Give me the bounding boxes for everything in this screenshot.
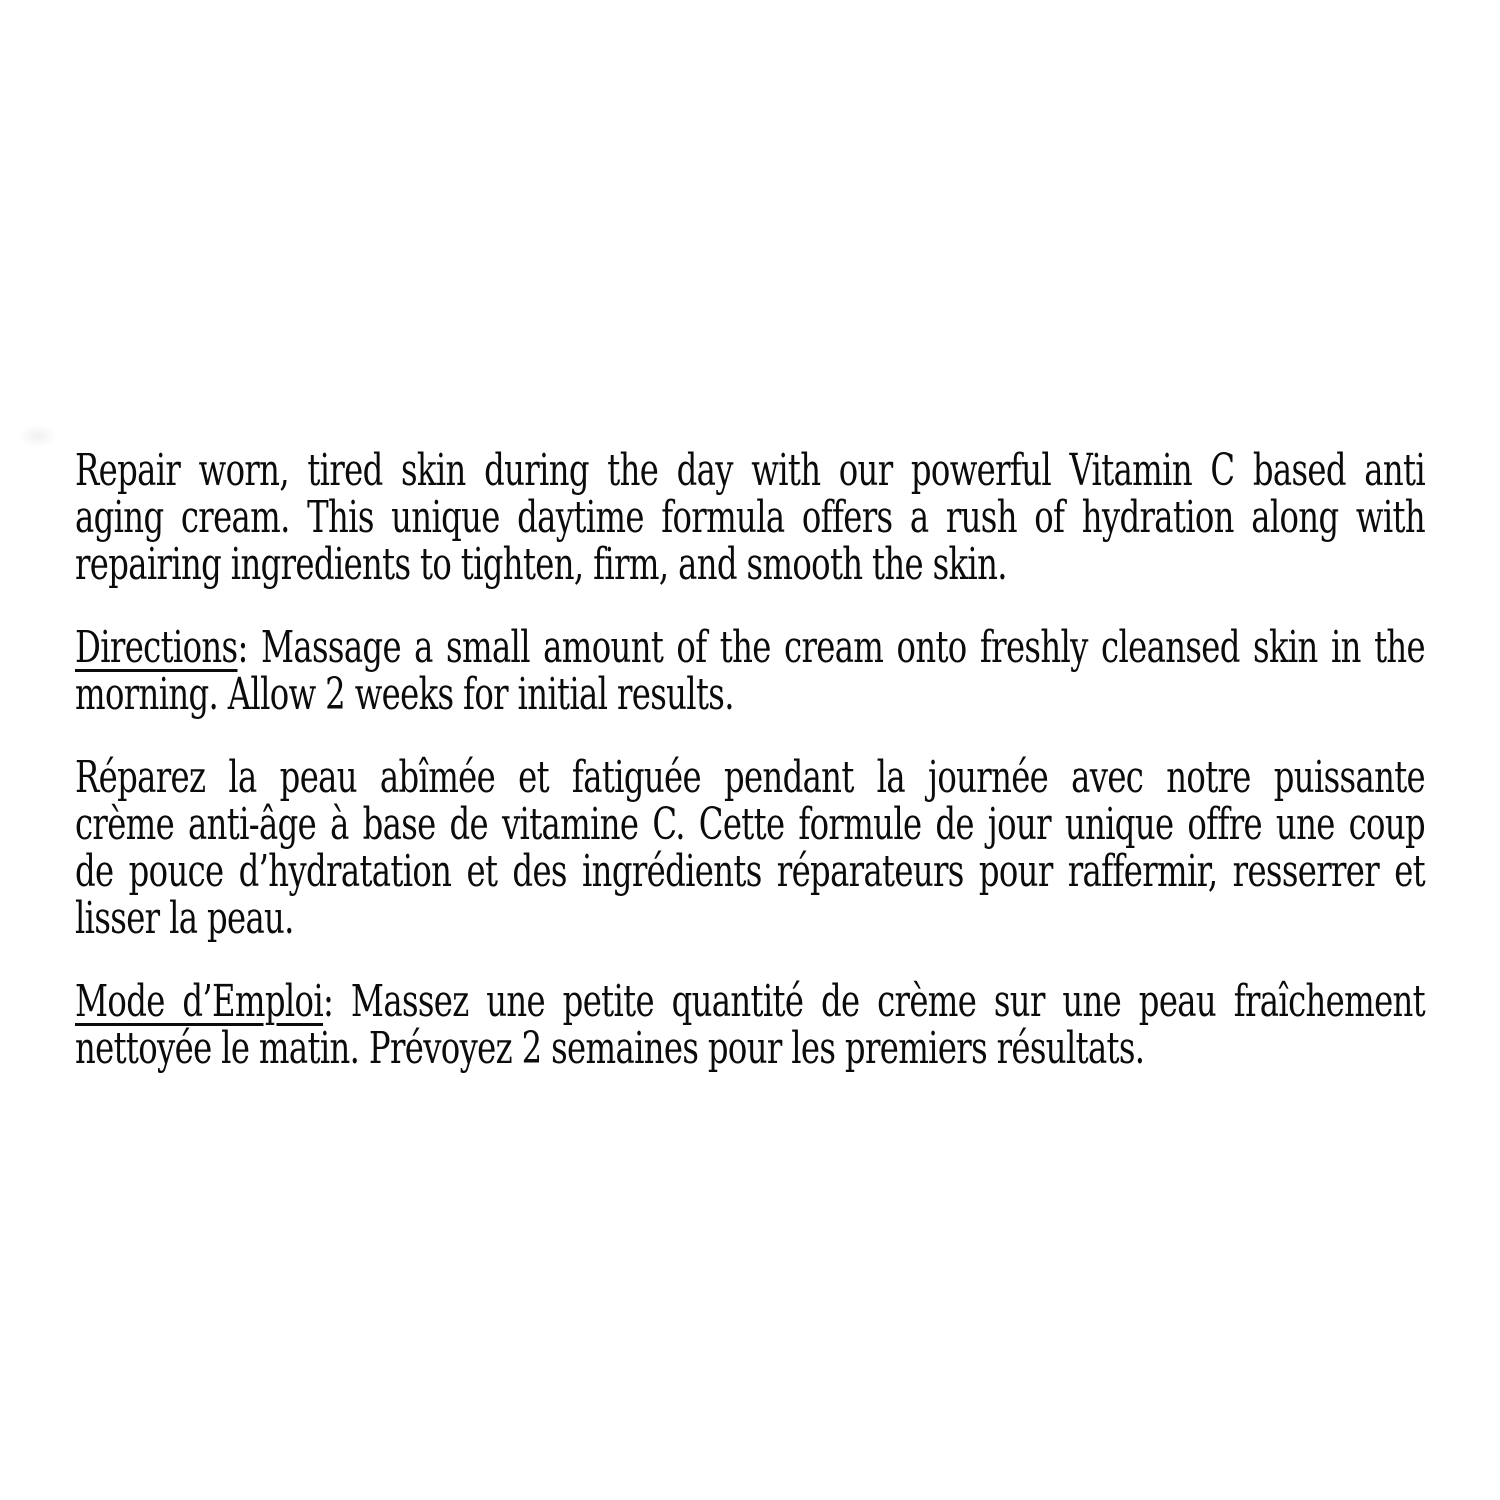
mode-demploi-label: Mode d’Emploi (75, 976, 324, 1027)
directions-label: Directions (75, 622, 238, 673)
corner-smudge-artifact (18, 424, 58, 448)
text-line: crème anti-âge à base de vitamine C. Cette formule de jour unique offre une coup (75, 799, 1426, 850)
text-line: nettoyée le matin. Prévoyez 2 semaines pour les premiers résultats. (75, 1023, 1145, 1074)
text-line: lisser la peau. (75, 893, 294, 944)
mode-demploi-line1-text: : Massez une petite quantité de crème sur une peau fraîchement (323, 976, 1426, 1027)
text-line: Réparez la peau abîmée et fatiguée pendant la journée avec notre puissante (75, 752, 1426, 803)
paragraph-directions-french (75, 978, 1425, 1072)
paragraph-directions-english (75, 624, 1425, 718)
label-text-block (75, 447, 1425, 1072)
text-line: Repair worn, tired skin during the day with our powerful Vitamin C based anti (75, 445, 1426, 496)
text-line (75, 624, 1425, 671)
text-line: de pouce d’hydratation et des ingrédients réparateurs pour raffermir, resserrer et (75, 846, 1426, 897)
directions-line1-text: : Massage a small amount of the cream onto freshly cleansed skin in the (237, 622, 1426, 673)
paragraph-intro-french (75, 754, 1425, 942)
text-line: morning. Allow 2 weeks for initial results. (75, 669, 734, 720)
text-line: aging cream. This unique daytime formula offers a rush of hydration along with (75, 492, 1426, 543)
text-line: repairing ingredients to tighten, firm, and smooth the skin. (75, 539, 1007, 590)
text-line (75, 978, 1425, 1025)
paragraph-intro-english (75, 447, 1425, 588)
